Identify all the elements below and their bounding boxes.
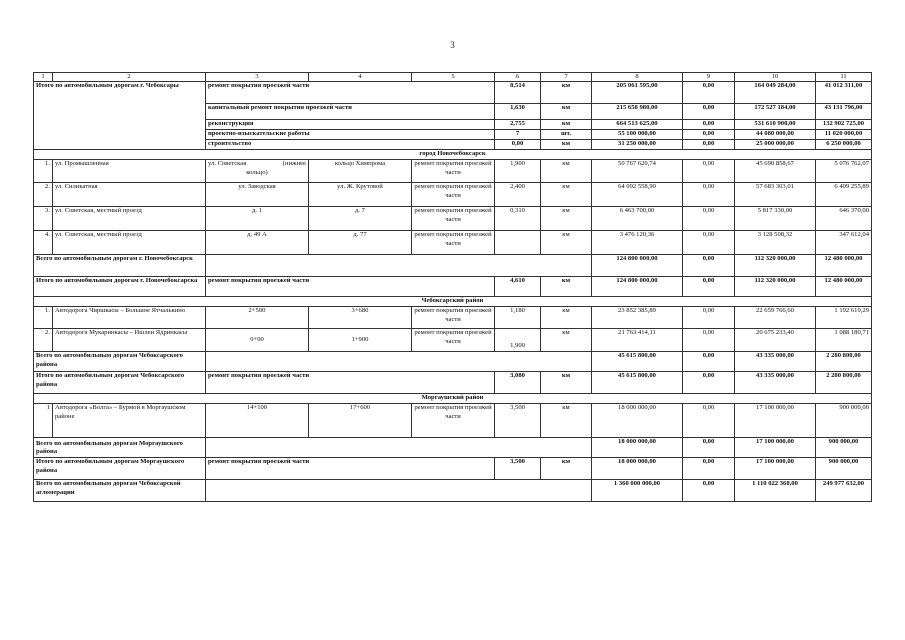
page-number: 3 [450,40,455,50]
unit: км [541,82,592,104]
from-text: кольцо) [246,168,268,176]
amount-c10: 43 335 000,00 [735,372,816,394]
table-row [34,307,872,329]
total-label: Итого по автомобильным дорогам г. Чебоксары [34,82,206,150]
amount-total: 124 800 000,00 [592,277,683,297]
to-point: ул. Ж. Крутовой [309,183,412,207]
amount-c10: 3 128 508,32 [735,231,816,255]
row-number: 1. [34,307,53,329]
amount-c10: 25 000 000,00 [735,140,816,150]
work-type: ремонт покрытия проезжей части [206,458,495,480]
amount-c11: 6 409 255,89 [816,183,872,207]
amount-c9: 0,00 [683,277,735,297]
table-row [34,207,872,231]
qty: 3,500 [495,458,541,480]
from-point: 14+100 [206,404,309,438]
amount-c10: 22 659 766,60 [735,307,816,329]
table-row [34,438,872,458]
unit: км [541,160,592,183]
to-point: д. 77 [309,231,412,255]
to-point: 3+680 [309,307,412,329]
unit: км [541,104,592,120]
col-num: 1 [34,73,53,82]
from-point: ул. Заводская [206,183,309,207]
amount-c11: 12 480 000,00 [816,277,872,297]
empty-cell [206,255,592,277]
work-type: проектно-изыскательские работы [206,130,495,140]
roads-table [33,72,872,502]
amount-c10: 112 320 000,00 [735,255,816,277]
qty: 3,080 [495,372,541,394]
qty: 1,180 [495,307,541,329]
work-type: ремонт покрытия проезжей части [412,307,495,329]
road-name: Автодорога «Волга» – Бурмой в Моргаушском районе [53,404,206,438]
unit: км [541,329,592,352]
amount-c11: 5 076 762,07 [816,160,872,183]
row-number: 1 [34,404,53,438]
amount-total: 45 615 800,00 [592,372,683,394]
col-num: 3 [206,73,309,82]
amount-c11: 41 012 311,00 [816,82,872,104]
empty-cell [206,438,592,458]
qty: 1,900 [495,160,541,183]
qty: 2,755 [495,120,541,130]
amount-c11: 900 000,00 [816,458,872,480]
amount-total: 664 513 625,00 [592,120,683,130]
road-name: ул. Силикатная [53,183,206,207]
amount-total: 64 092 558,90 [592,183,683,207]
amount-total: 205 061 595,00 [592,82,683,104]
unit: км [541,458,592,480]
amount-c10: 172 527 184,00 [735,104,816,120]
amount-total: 18 000 000,00 [592,404,683,438]
work-type: капитальный ремонт покрытия проезжей части [206,104,495,120]
to-point: 1+900 [309,329,412,352]
col-num: 8 [592,73,683,82]
work-type: ремонт покрытия проезжей части [206,277,495,297]
amount-c9: 0,00 [683,231,735,255]
amount-total: 124 800 000,00 [592,255,683,277]
to-point: д. 7 [309,207,412,231]
road-name: ул. Советская, местный проезд [53,207,206,231]
unit: км [541,207,592,231]
from-point: 0+00 [206,329,309,352]
amount-total: 3 476 120,36 [592,231,683,255]
unit: шт. [541,130,592,140]
amount-c10: 44 080 000,00 [735,130,816,140]
table-row [34,329,872,352]
empty-cell [206,480,592,502]
col-num: 11 [816,73,872,82]
amount-total: 1 360 000 000,00 [592,480,683,502]
qty: 0,310 [495,207,541,231]
table-row [34,231,872,255]
amount-c9: 0,00 [683,183,735,207]
amount-c10: 1 110 022 368,00 [735,480,816,502]
amount-c9: 0,00 [683,458,735,480]
road-name: Автодорога Чиршкасы – Большое Ятчалькино [53,307,206,329]
table-row [34,404,872,438]
subtotal-label: Всего по автомобильным дорогам Чебоксарского района [34,352,206,372]
table-row [34,183,872,207]
qty: 4,610 [495,277,541,297]
row-number: 2. [34,183,53,207]
section-row [34,150,872,160]
amount-c11: 646 370,00 [816,207,872,231]
amount-c10: 531 610 900,00 [735,120,816,130]
work-type: ремонт покрытия проезжей части [206,372,495,394]
table-row [34,82,872,104]
total-label: Итого по автомобильным дорогам г. Новочебоксарска [34,277,206,297]
amount-c11: 347 612,04 [816,231,872,255]
road-name: Автодорога Мукаринкасы – Ишлеи Ядринкасы [53,329,206,352]
amount-c11: 1 192 619,29 [816,307,872,329]
from-point: д. 49 А [206,231,309,255]
work-type: ремонт покрытия проезжей части [412,160,495,183]
subtotal-label: Всего по автомобильным дорогам г. Новочебоксарск [34,255,206,277]
unit: км [541,372,592,394]
amount-c10: 43 335 000,00 [735,352,816,372]
row-number: 3. [34,207,53,231]
work-type: ремонт покрытия проезжей части [206,82,495,104]
row-number: 2. [34,329,53,352]
col-num: 9 [683,73,735,82]
col-num: 10 [735,73,816,82]
amount-total: 23 852 385,89 [592,307,683,329]
from-point: д. 1 [206,207,309,231]
unit: км [541,277,592,297]
amount-c9: 0,00 [683,104,735,120]
amount-c9: 0,00 [683,255,735,277]
amount-total: 6 463 700,00 [592,207,683,231]
amount-total: 18 000 000,00 [592,458,683,480]
amount-total: 18 000 000,00 [592,438,683,458]
section-row [34,297,872,307]
total-label: Итого по автомобильным дорогам Чебоксарского района [34,372,206,394]
amount-c10: 112 320 000,00 [735,277,816,297]
qty: 2,400 [495,183,541,207]
amount-total: 55 100 000,00 [592,130,683,140]
amount-c9: 0,00 [683,480,735,502]
amount-c9: 0,00 [683,130,735,140]
qty: 3,500 [495,404,541,438]
amount-c11: 249 977 632,00 [816,480,872,502]
qty: 8,514 [495,82,541,104]
amount-c9: 0,00 [683,160,735,183]
empty-cell [206,352,592,372]
amount-c11: 2 280 800,00 [816,372,872,394]
unit: км [541,140,592,150]
section-row [34,394,872,404]
amount-c9: 0,00 [683,207,735,231]
amount-c11: 132 902 725,00 [816,120,872,130]
unit: км [541,120,592,130]
work-type: ремонт покрытия проезжей части [412,404,495,438]
amount-total: 31 250 000,00 [592,140,683,150]
amount-c9: 0,00 [683,307,735,329]
qty: 1,630 [495,104,541,120]
amount-c9: 0,00 [683,438,735,458]
col-num: 7 [541,73,592,82]
col-num: 6 [495,73,541,82]
qty [495,231,541,255]
amount-c11: 900 000,00 [816,404,872,438]
amount-c10: 17 100 000,00 [735,438,816,458]
amount-c11: 6 250 000,00 [816,140,872,150]
amount-total: 215 658 980,00 [592,104,683,120]
col-num: 5 [412,73,495,82]
road-name: ул. Промышленная [53,160,206,183]
work-type: ремонт покрытия проезжей части [412,231,495,255]
table-row [34,352,872,372]
to-point: кольцо Химпрома [309,160,412,183]
amount-c9: 0,00 [683,329,735,352]
amount-c9: 0,00 [683,352,735,372]
amount-c10: 5 817 330,00 [735,207,816,231]
row-number: 4. [34,231,53,255]
work-type: ремонт покрытия проезжей части [412,183,495,207]
amount-c9: 0,00 [683,404,735,438]
to-point: 17+600 [309,404,412,438]
road-name: ул. Советская, местный проезд [53,231,206,255]
amount-c9: 0,00 [683,372,735,394]
amount-c10: 45 690 858,67 [735,160,816,183]
amount-c10: 57 683 303,01 [735,183,816,207]
work-type: ремонт покрытия проезжей части [412,207,495,231]
amount-c11: 43 131 796,00 [816,104,872,120]
grand-total-row [34,480,872,502]
work-type: реконструкция [206,120,495,130]
amount-c11: 900 000,00 [816,438,872,458]
subtotal-label: Всего по автомобильным дорогам Моргаушского района [34,438,206,458]
from-point: 2+500 [206,307,309,329]
table-row [34,255,872,277]
table-row [34,458,872,480]
qty: 1,900 [495,329,541,352]
amount-total: 21 763 414,11 [592,329,683,352]
amount-c11: 2 280 800,00 [816,352,872,372]
amount-c11: 1 088 180,71 [816,329,872,352]
section-title: Моргаушский район [34,394,872,404]
grand-total-label: Всего по автомобильным дорогам Чебоксарской агломерации [34,480,206,502]
amount-c10: 17 100 000,00 [735,458,816,480]
qty: 7 [495,130,541,140]
amount-c9: 0,00 [683,120,735,130]
column-numbers-row [34,73,872,82]
amount-total: 50 767 620,74 [592,160,683,183]
qty: 0,00 [495,140,541,150]
from-text: (нижнее [282,160,306,167]
col-num: 4 [309,73,412,82]
unit: км [541,231,592,255]
amount-c10: 20 675 233,40 [735,329,816,352]
work-type: ремонт покрытия проезжей части [412,329,495,352]
table-row [34,277,872,297]
section-title: город Новочебоксарск [34,150,872,160]
unit: км [541,404,592,438]
table-row [34,160,872,183]
col-num: 2 [53,73,206,82]
amount-c11: 12 480 000,00 [816,255,872,277]
work-type: строительство [206,140,495,150]
from-point [206,160,309,183]
from-text: ул. Советская [208,160,247,167]
amount-c9: 0,00 [683,82,735,104]
table-row [34,372,872,394]
amount-c10: 17 100 000,00 [735,404,816,438]
row-number: 1. [34,160,53,183]
unit: км [541,183,592,207]
section-title: Чебоксарский район [34,297,872,307]
total-label: Итого по автомобильным дорогам Моргаушского района [34,458,206,480]
amount-c9: 0,00 [683,140,735,150]
unit: км [541,307,592,329]
amount-c10: 164 049 284,00 [735,82,816,104]
amount-c11: 11 020 000,00 [816,130,872,140]
amount-total: 45 615 800,00 [592,352,683,372]
